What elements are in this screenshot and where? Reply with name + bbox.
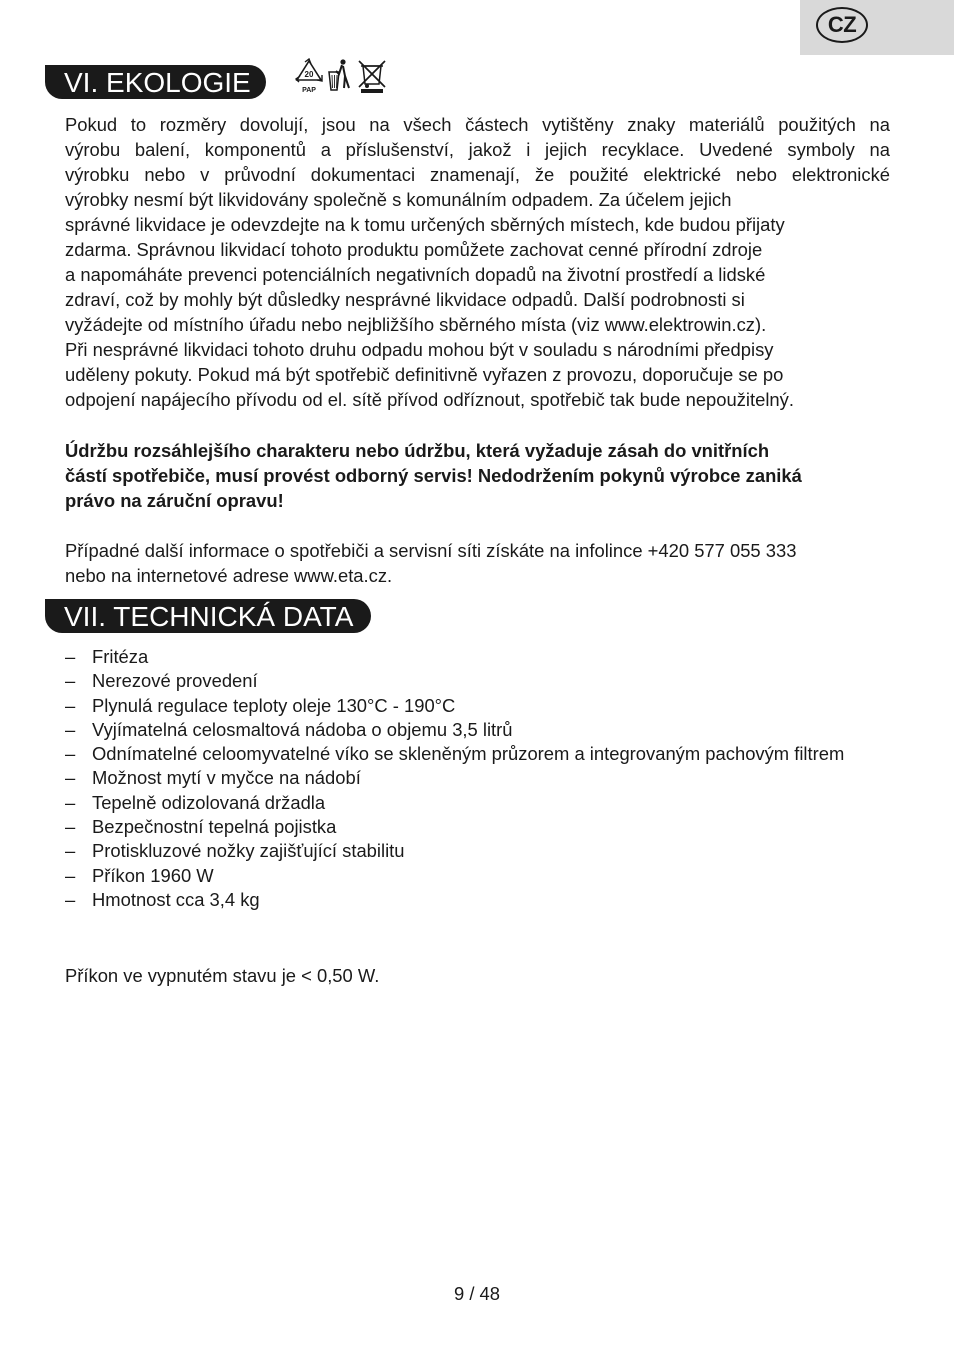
text-line: nebo na internetové adrese www.eta.cz. [65,565,393,586]
list-item [65,888,890,912]
eco-symbols [295,58,387,94]
dash-bullet: – [65,646,76,667]
list-item-text: Vyjímatelná celosmaltová nádoba o objemu 3,5 litrů [92,718,513,740]
list-item-text: Možnost mytí v myčce na nádobí [92,767,361,789]
list-item-text: Hmotnost cca 3,4 kg [92,888,260,910]
list-item-text: Tepelně odizolovaná držadla [92,791,326,813]
dash-bullet: – [65,718,76,740]
text-line: částí spotřebiče, musí provést odborný servis! Nedodržením pokynů výrobce zaniká [65,465,802,486]
text-line: Při nesprávné likvidaci tohoto druhu odpadu mohou být v souladu s národními předpisy [65,339,774,360]
recycle-pap-20-icon [296,59,322,94]
list-item [65,742,890,766]
svg-text:PAP: PAP [302,87,316,94]
section-title-technicka-data: VII. TECHNICKÁ DATA [45,599,371,633]
litter-bin-icon [329,59,349,90]
dash-bullet: – [65,767,76,789]
list-item [65,791,890,815]
list-item [65,718,890,742]
language-badge: CZ [816,7,868,43]
text-line: uděleny pokuty. Pokud má být spotřebič definitivně vyřazen z provozu, doporučuje se po [65,364,784,385]
dash-bullet: – [65,670,76,692]
text-line: a napomáháte prevenci potenciálních negativních dopadů na životní prostředí a lidské [65,264,766,285]
dash-bullet: – [65,888,76,910]
text-line: správné likvidace je odevzdejte na k tomu určených sběrných místech, kde budou přijaty [65,214,785,235]
text-line: právo na záruční opravu! [65,490,284,511]
text-line: Případné další informace o spotřebiči a servisní síti získáte na infolince +420 577 055 333 [65,540,797,561]
svg-text:20: 20 [304,70,314,79]
dash-bullet: – [65,791,76,813]
standby-power-note [65,963,890,988]
text-line: Údržbu rozsáhlejšího charakteru nebo údržbu, která vyžaduje zásah do vnitřních [65,440,770,461]
language-tab [800,0,954,55]
text-line: Příkon ve vypnutém stavu je < 0,50 W. [65,965,380,986]
section-title-ekologie: VI. EKOLOGIE [45,65,266,99]
text-line: zdarma. Správnou likvidací tohoto produktu pomůžete zachovat cenné přírodní zdroje [65,239,763,260]
tech-data-list [65,645,890,912]
page-number: 9 / 48 [453,1283,500,1304]
text-line: vyžádejte od místního úřadu nebo nejbližšího sběrného místa (viz www.elektrowin.cz). [65,314,767,335]
list-item-text: Odnímatelné celoomyvatelné víko se skleněným průzorem a integrovaným pachovým filtrem [92,743,845,765]
list-item [65,839,890,863]
list-item-text: Protiskluzové nožky zajišťující stabilitu [92,840,405,862]
text-line: výrobu balení, komponentů a příslušenství, jakož i jejich recyklace. Uvedené symboly na [65,139,890,160]
list-item-text: Příkon 1960 W [92,864,214,886]
list-item [65,766,890,790]
list-item [65,864,890,888]
list-item-text: Nerezové provedení [92,670,258,692]
list-item [65,669,890,693]
dash-bullet: – [65,694,76,716]
list-item [65,815,890,839]
text-line: výrobky nesmí být likvidovány společně s komunálním odpadem. Za účelem jejich [65,189,732,210]
dash-bullet: – [65,840,76,862]
list-item [65,645,890,669]
contact-info [65,538,890,588]
ekologie-paragraph [65,112,890,412]
text-line: výrobku nebo v průvodní dokumentaci znamenají, že použité elektrické nebo elektronické [65,164,890,185]
list-item-text: Plynulá regulace teploty oleje 130°C - 190°C [92,694,456,716]
crossed-out-wheelie-bin-icon [359,61,385,93]
dash-bullet: – [65,816,76,838]
text-line: zdraví, což by mohly být důsledky nesprávné likvidace odpadů. Další podrobnosti si [65,289,745,310]
dash-bullet: – [65,743,76,765]
service-warning [65,438,890,513]
list-item [65,694,890,718]
dash-bullet: – [65,864,76,886]
text-line: odpojení napájecího přívodu od el. sítě přívod odříznout, spotřebič tak bude nepoužitelný. [65,389,794,410]
list-item-text: Bezpečnostní tepelná pojistka [92,816,337,838]
list-item-text: Fritéza [92,646,149,667]
text-line: Pokud to rozměry dovolují, jsou na všech částech vytištěny znaky materiálů použitých na [65,114,890,135]
